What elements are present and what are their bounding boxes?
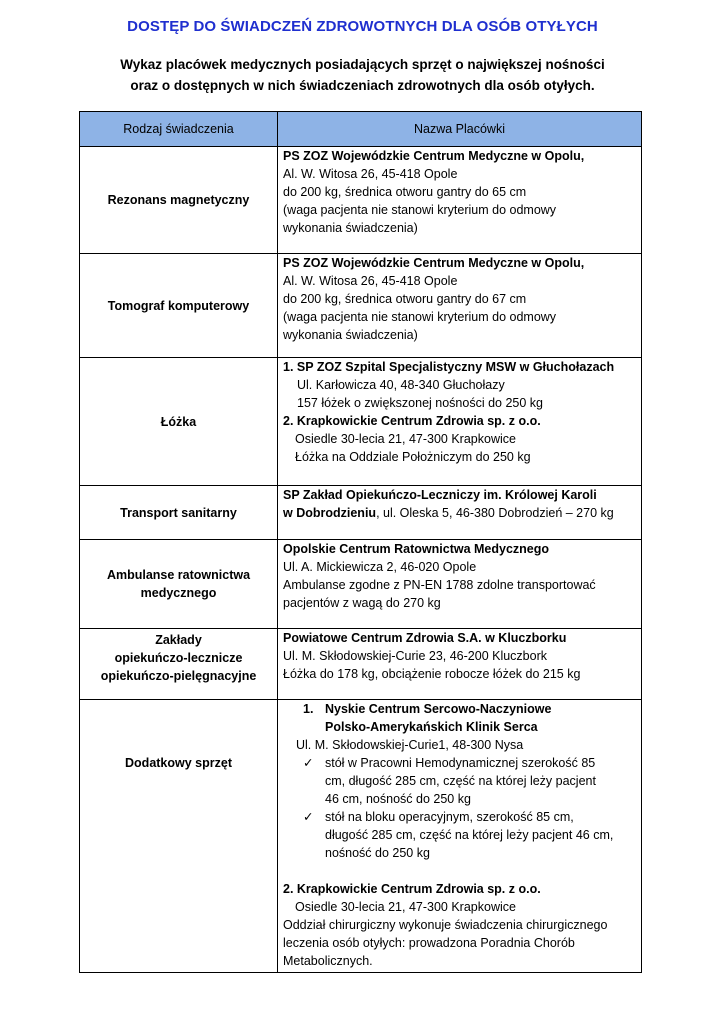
check-line: cm, długość 285 cm, część na której leży pacjent: [325, 774, 596, 788]
facility-name: PS ZOZ Wojewódzkie Centrum Medyczne w Opolu,: [283, 149, 585, 163]
document-subtitle: [0, 54, 725, 96]
facility-note: (waga pacjenta nie stanowi kryterium do odmowy: [283, 203, 557, 217]
facility-detail: 157 łóżek o zwiększonej nośności do 250 kg: [297, 396, 543, 410]
spacer: [283, 862, 637, 880]
column-header-facility: Nazwa Placówki: [278, 112, 642, 147]
service-type-line: Zakłady: [155, 633, 202, 647]
facility-cell: [278, 700, 642, 973]
table-row: [80, 358, 642, 486]
facility-detail: Łóżka na Oddziale Położniczym do 250 kg: [295, 450, 531, 464]
facility-address-line: [283, 504, 637, 522]
facility-name-part: w Dobrodzieniu: [283, 506, 377, 520]
check-line: 46 cm, nośność do 250 kg: [325, 792, 471, 806]
service-type-cell: Tomograf komputerowy: [80, 254, 278, 358]
facility-name: Opolskie Centrum Ratownictwa Medycznego: [283, 542, 550, 556]
facility-cell: [278, 486, 642, 540]
facility-cell: [278, 629, 642, 700]
facility-detail: Ambulanse zgodne z PN-EN 1788 zdolne transportować: [283, 578, 596, 592]
facility-address: Ul. Karłowicza 40, 48-340 Głuchołazy: [297, 378, 505, 392]
table-header-row: [80, 112, 642, 147]
facility-address: Osiedle 30-lecia 21, 47-300 Krapkowice: [295, 900, 516, 914]
facility-detail: leczenia osób otyłych: prowadzona Poradnia Chorób: [283, 936, 575, 950]
service-type-line: medycznego: [140, 586, 217, 600]
facility-address: , ul. Oleska 5, 46-380 Dobrodzień – 270 kg: [376, 506, 614, 520]
check-item: [283, 754, 637, 808]
facility-detail: Metabolicznych.: [283, 954, 373, 968]
facility-name: 1. SP ZOZ Szpital Specjalistyczny MSW w Głuchołazach: [283, 360, 615, 374]
check-text: [325, 754, 596, 808]
table-row: [80, 629, 642, 700]
check-icon: ✓: [303, 810, 314, 824]
facility-note: wykonania świadczenia): [283, 328, 418, 342]
table-row: [80, 700, 642, 973]
item-number: 1.: [303, 702, 314, 716]
facility-name: Powiatowe Centrum Zdrowia S.A. w Kluczborku: [283, 631, 567, 645]
facility-name: 2. Krapkowickie Centrum Zdrowia sp. z o.o.: [283, 882, 541, 896]
service-type-line: opiekuńczo-lecznicze: [114, 651, 243, 665]
column-header-type: Rodzaj świadczenia: [80, 112, 278, 147]
facility-address: Al. W. Witosa 26, 45-418 Opole: [283, 167, 458, 181]
facility-name-line: Polsko-Amerykańskich Klinik Serca: [325, 720, 538, 734]
subtitle-line-2: oraz o dostępnych w nich świadczeniach zdrowotnych dla osób otyłych.: [130, 78, 595, 93]
check-item: [283, 808, 637, 862]
facilities-table: [79, 111, 642, 973]
facility-address: Al. W. Witosa 26, 45-418 Opole: [283, 274, 458, 288]
service-type-cell: Transport sanitarny: [80, 486, 278, 540]
check-line: nośność do 250 kg: [325, 846, 430, 860]
service-type-cell: [80, 540, 278, 629]
facility-detail: Oddział chirurgiczny wykonuje świadczenia chirurgicznego: [283, 918, 608, 932]
facility-name: SP Zakład Opiekuńczo-Leczniczy im. Królowej Karoli: [283, 488, 597, 502]
facility-cell: [278, 147, 642, 254]
check-icon: ✓: [303, 756, 314, 770]
facility-detail: do 200 kg, średnica otworu gantry do 67 cm: [283, 292, 527, 306]
service-type-cell: Dodatkowy sprzęt: [80, 700, 278, 973]
table-row: [80, 147, 642, 254]
facility-note: wykonania świadczenia): [283, 221, 418, 235]
facility-address: Ul. M. Skłodowskiej-Curie 23, 46-200 Kluczbork: [283, 649, 547, 663]
document-title: DOSTĘP DO ŚWIADCZEŃ ZDROWOTNYCH DLA OSÓB OTYŁYCH: [127, 18, 598, 35]
facility-name: PS ZOZ Wojewódzkie Centrum Medyczne w Opolu,: [283, 256, 585, 270]
service-type-line: Ambulanse ratownictwa: [106, 568, 251, 582]
service-type-cell: Rezonans magnetyczny: [80, 147, 278, 254]
numbered-item: [283, 700, 637, 736]
check-line: stół na bloku operacyjnym, szerokość 85 cm,: [325, 810, 574, 824]
facility-address: Ul. M. Skłodowskiej-Curie1, 48-300 Nysa: [296, 738, 524, 752]
table-row: [80, 486, 642, 540]
facility-cell: [278, 254, 642, 358]
facility-cell: [278, 540, 642, 629]
facility-name: [325, 700, 551, 736]
facility-note: (waga pacjenta nie stanowi kryterium do odmowy: [283, 310, 557, 324]
facility-detail: do 200 kg, średnica otworu gantry do 65 cm: [283, 185, 527, 199]
facility-detail: pacjentów z wagą do 270 kg: [283, 596, 441, 610]
subtitle-line-1: Wykaz placówek medycznych posiadających sprzęt o największej nośności: [120, 57, 605, 72]
facility-name: 2. Krapkowickie Centrum Zdrowia sp. z o.o.: [283, 414, 541, 428]
check-line: długość 285 cm, część na której leży pacjent 46 cm,: [325, 828, 614, 842]
service-type-cell: Łóżka: [80, 358, 278, 486]
table-row: [80, 540, 642, 629]
facility-address: Ul. A. Mickiewicza 2, 46-020 Opole: [283, 560, 477, 574]
facility-address: Osiedle 30-lecia 21, 47-300 Krapkowice: [295, 432, 516, 446]
facility-name-line: Nyskie Centrum Sercowo-Naczyniowe: [325, 702, 552, 716]
table-row: [80, 254, 642, 358]
facility-cell: [278, 358, 642, 486]
service-type-line: opiekuńczo-pielęgnacyjne: [100, 669, 257, 683]
check-text: [325, 808, 613, 862]
service-type-cell: [80, 629, 278, 700]
check-line: stół w Pracowni Hemodynamicznej szerokość 85: [325, 756, 596, 770]
facility-detail: Łóżka do 178 kg, obciążenie robocze łóżek do 215 kg: [283, 667, 581, 681]
